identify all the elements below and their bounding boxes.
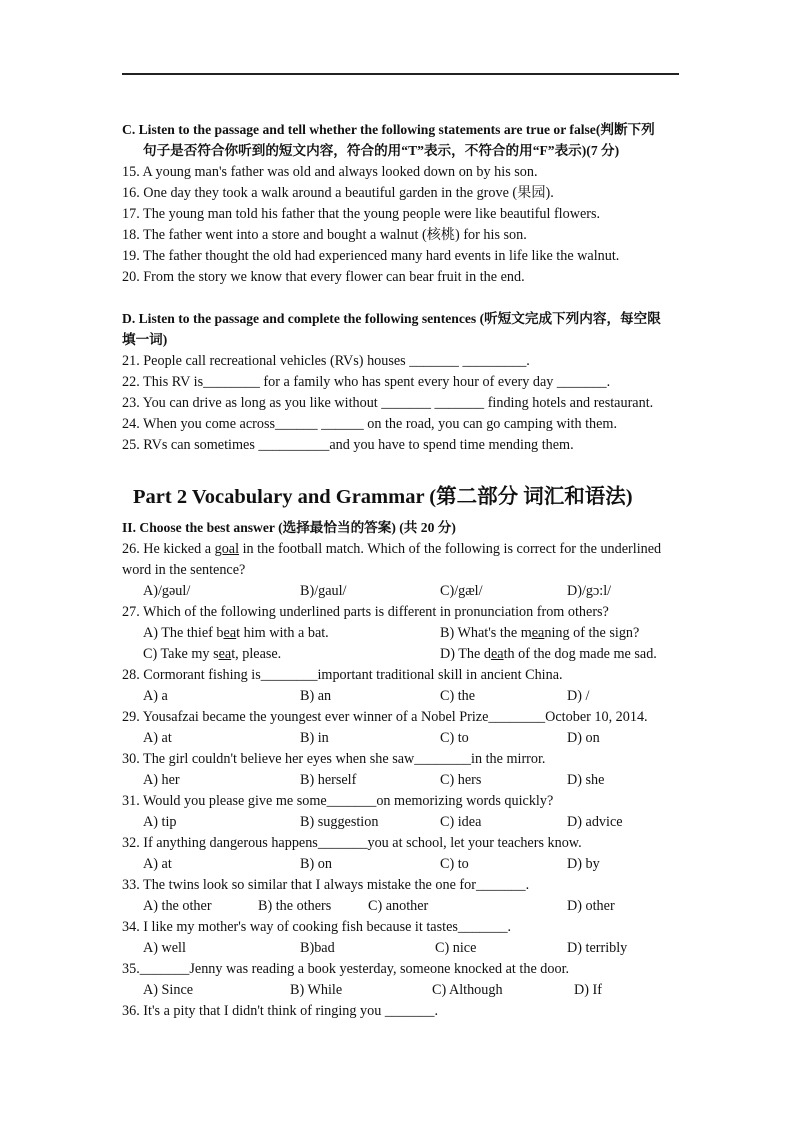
option-c[interactable]: C) hers [440,772,482,788]
option-a[interactable]: A)/gəul/ [143,583,191,599]
option-b[interactable]: B) an [300,688,332,704]
options-30 [0,771,800,789]
options-32 [0,855,800,873]
option-a[interactable]: A) her [143,772,180,788]
options-33 [0,897,800,915]
option-b[interactable]: B) What's the meaning of the sign? [440,625,640,641]
section-c-heading-cont: 句子是否符合你听到的短文内容，符合的用“T”表示，不符合的用“F”表示)(7 分) [143,143,620,158]
option-b[interactable]: B) herself [300,772,357,788]
option-b[interactable]: B) While [290,982,343,998]
option-a[interactable]: A) the other [143,898,212,914]
question-26: 26. He kicked a goal in the football match. Which of the following is correct for the underlined [122,541,662,557]
option-d[interactable]: D) on [567,730,600,746]
option-a[interactable]: A) at [143,856,172,872]
statement-16: 16. One day they took a walk around a beautiful garden in the grove (果园). [122,185,554,201]
part-2-title: Part 2 Vocabulary and Grammar (第二部分 词汇和语法) [133,486,633,508]
question-26-cont: word in the sentence? [122,562,246,578]
option-c[interactable]: C) idea [440,814,482,830]
option-d[interactable]: D) terribly [567,940,628,956]
option-c[interactable]: C) the [440,688,476,704]
question-31: 31. Would you please give me some_______on memorizing words quickly? [122,793,554,809]
option-a[interactable]: A) Since [143,982,194,998]
option-d[interactable]: D) / [567,688,590,704]
question-32: 32. If anything dangerous happens_______you at school, let your teachers know. [122,835,582,851]
question-27: 27. Which of the following underlined parts is different in pronunciation from others? [122,604,609,620]
option-c[interactable]: C) to [440,856,469,872]
option-d[interactable]: D)/gɔ:l/ [567,583,612,599]
options-35 [0,981,800,999]
option-b[interactable]: B) the others [258,898,332,914]
option-c[interactable]: C) Take my seat, please. [143,646,282,662]
sentence-24: 24. When you come across______ ______ on the road, you can go camping with them. [122,416,618,432]
options-28 [0,687,800,705]
statement-15: 15. A young man's father was old and always looked down on by his son. [122,164,538,180]
question-28: 28. Cormorant fishing is________important traditional skill in ancient China. [122,667,563,683]
statement-19: 19. The father thought the old had experienced many hard events in life like the walnut. [122,248,620,264]
option-a[interactable]: A) The thief beat him with a bat. [143,625,329,641]
header-rule [122,73,679,75]
options-26 [0,582,800,600]
option-a[interactable]: A) at [143,730,172,746]
options-34 [0,939,800,957]
option-a[interactable]: A) a [143,688,168,704]
option-c[interactable]: C) Although [432,982,503,998]
options-31 [0,813,800,831]
sentence-22: 22. This RV is________ for a family who has spent every hour of every day _______. [122,374,611,390]
option-b[interactable]: B) in [300,730,329,746]
option-c[interactable]: C)/gæl/ [440,583,483,599]
option-b[interactable]: B)/gaul/ [300,583,347,599]
options-29 [0,729,800,747]
option-a[interactable]: A) well [143,940,186,956]
section-d-heading-cont: 填一词) [122,332,168,347]
option-d[interactable]: D) advice [567,814,623,830]
question-35: 35._______Jenny was reading a book yesterday, someone knocked at the door. [122,961,570,977]
options-27-row1 [0,624,800,642]
option-d[interactable]: D) she [567,772,605,788]
underlined-word: goal [214,541,240,557]
option-b[interactable]: B) suggestion [300,814,379,830]
part-2-subheading: II. Choose the best answer (选择最恰当的答案) (共 20 分) [122,520,456,535]
question-29: 29. Yousafzai became the youngest ever winner of a Nobel Prize________October 10, 2014. [122,709,648,725]
question-36: 36. It's a pity that I didn't think of ringing you _______. [122,1003,439,1019]
statement-17: 17. The young man told his father that the young people were like beautiful flowers. [122,206,601,222]
option-b[interactable]: B) on [300,856,332,872]
section-c-heading: C. Listen to the passage and tell whether the following statements are true or false(判断下列 [122,122,655,137]
option-b[interactable]: B)bad [300,940,335,956]
option-c[interactable]: C) to [440,730,469,746]
option-d[interactable]: D) other [567,898,615,914]
statement-18: 18. The father went into a store and bought a walnut (核桃) for his son. [122,227,527,243]
sentence-25: 25. RVs can sometimes __________and you have to spend time mending them. [122,437,574,453]
question-34: 34. I like my mother's way of cooking fish because it tastes_______. [122,919,512,935]
option-d[interactable]: D) The death of the dog made me sad. [440,646,657,662]
question-33: 33. The twins look so similar that I always mistake the one for_______. [122,877,530,893]
option-d[interactable]: D) by [567,856,600,872]
option-c[interactable]: C) nice [435,940,477,956]
option-d[interactable]: D) If [574,982,602,998]
sentence-21: 21. People call recreational vehicles (RVs) houses _______ _________. [122,353,530,369]
statement-20: 20. From the story we know that every flower can bear fruit in the end. [122,269,525,285]
question-30: 30. The girl couldn't believe her eyes when she saw________in the mirror. [122,751,546,767]
sentence-23: 23. You can drive as long as you like without _______ _______ finding hotels and restaurant. [122,395,654,411]
section-d-heading: D. Listen to the passage and complete the following sentences (听短文完成下列内容，每空限 [122,311,661,326]
option-a[interactable]: A) tip [143,814,177,830]
options-27-row2 [0,645,800,663]
option-c[interactable]: C) another [368,898,429,914]
